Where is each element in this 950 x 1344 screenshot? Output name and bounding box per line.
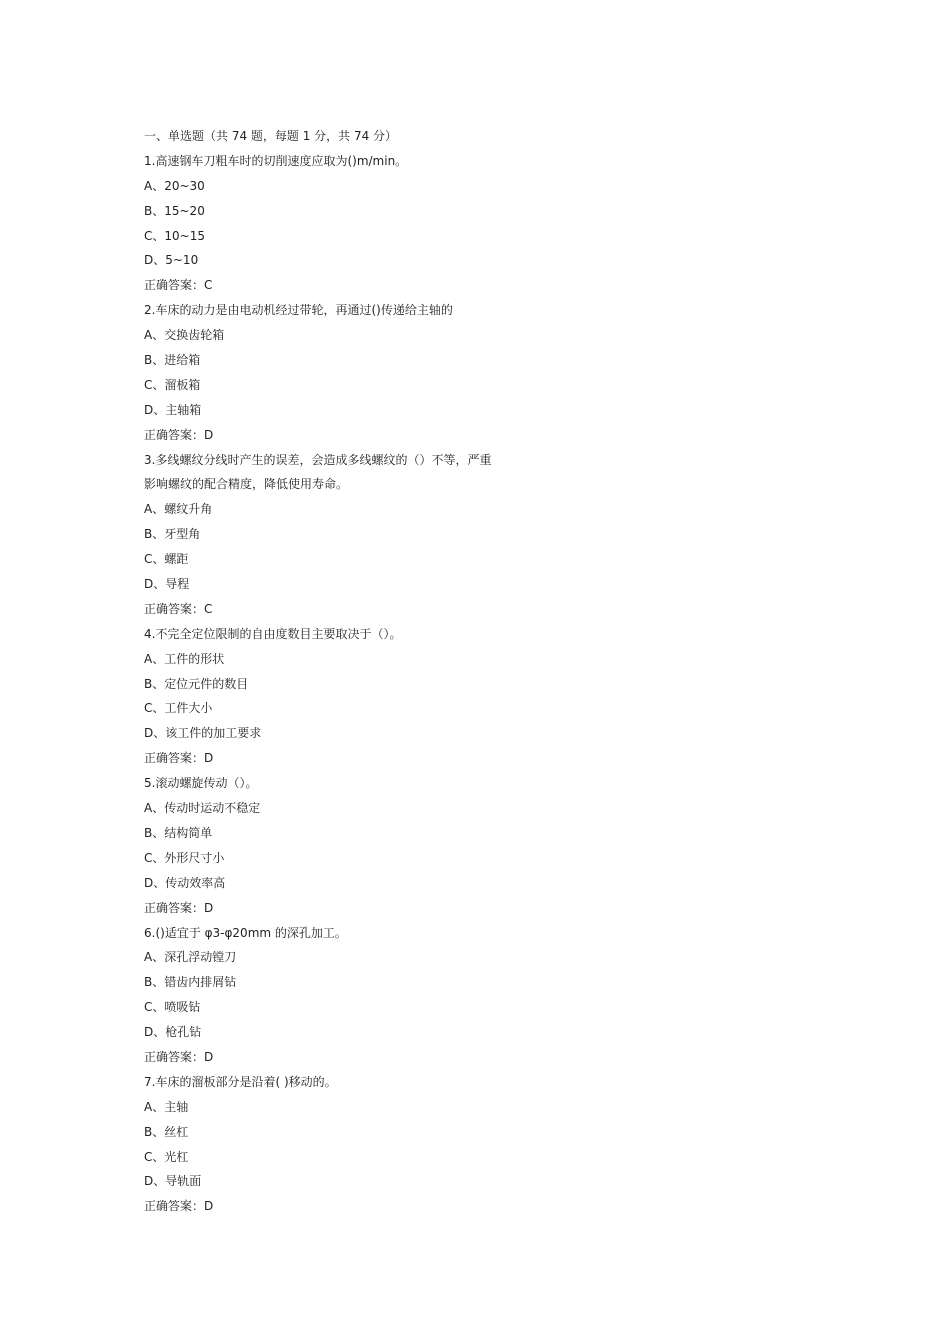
option-c: C、喷吸钻 [144, 1000, 201, 1015]
option-c: C、螺距 [144, 552, 189, 567]
question-4 [144, 622, 524, 771]
document-page [144, 124, 524, 1219]
question-6 [144, 921, 524, 1070]
option-b: B、结构简单 [144, 825, 213, 840]
correct-answer: 正确答案：D [144, 751, 214, 766]
question-stem: 2.车床的动力是由电动机经过带轮，再通过()传递给主轴的 [144, 303, 453, 318]
option-a: A、传动时运动不稳定 [144, 801, 261, 816]
option-c: C、溜板箱 [144, 377, 201, 392]
correct-answer: 正确答案：D [144, 900, 214, 915]
section-title: 一、单选题（共 74 题，每题 1 分，共 74 分） [144, 129, 398, 143]
option-d: D、传动效率高 [144, 875, 226, 890]
correct-answer: 正确答案：C [144, 278, 213, 293]
correct-answer: 正确答案：D [144, 1199, 214, 1214]
question-7 [144, 1070, 524, 1219]
option-a: A、20~30 [144, 178, 205, 193]
correct-answer: 正确答案：C [144, 601, 213, 616]
option-b: B、进给箱 [144, 353, 201, 368]
option-d: D、导程 [144, 577, 190, 592]
option-a: A、螺纹升角 [144, 502, 213, 517]
question-stem: 1.高速钢车刀粗车时的切削速度应取为()m/min。 [144, 153, 408, 168]
option-b: B、丝杠 [144, 1124, 189, 1139]
option-a: A、深孔浮动镗刀 [144, 950, 237, 965]
option-d: D、5~10 [144, 253, 199, 268]
option-d: D、该工件的加工要求 [144, 726, 262, 741]
option-d: D、枪孔钻 [144, 1025, 202, 1040]
option-a: A、交换齿轮箱 [144, 328, 225, 343]
option-a: A、主轴 [144, 1099, 189, 1114]
option-d: D、导轨面 [144, 1174, 202, 1189]
question-stem: 3.多线螺纹分线时产生的误差，会造成多线螺纹的（）不等，严重 [144, 452, 492, 467]
option-b: B、错齿内排屑钻 [144, 975, 237, 990]
correct-answer: 正确答案：D [144, 1049, 214, 1064]
option-a: A、工件的形状 [144, 651, 225, 666]
question-stem: 5.滚动螺旋传动（）。 [144, 776, 258, 791]
option-d: D、主轴箱 [144, 402, 202, 417]
option-b: B、定位元件的数目 [144, 676, 249, 691]
option-c: C、光杠 [144, 1149, 189, 1164]
question-1 [144, 149, 524, 298]
question-stem-continued: 影响螺纹的配合精度，降低使用寿命。 [144, 477, 349, 492]
question-stem: 6.()适宜于 φ3-φ20mm 的深孔加工。 [144, 925, 347, 940]
option-b: B、牙型角 [144, 527, 201, 542]
question-stem: 4.不完全定位限制的自由度数目主要取决于（）。 [144, 626, 402, 641]
option-c: C、外形尺寸小 [144, 850, 225, 865]
question-5 [144, 771, 524, 920]
question-3 [144, 448, 524, 622]
option-c: C、10~15 [144, 228, 205, 243]
question-stem: 7.车床的溜板部分是沿着( )移动的。 [144, 1074, 337, 1089]
option-b: B、15~20 [144, 203, 205, 218]
correct-answer: 正确答案：D [144, 427, 214, 442]
question-2 [144, 298, 524, 447]
option-c: C、工件大小 [144, 701, 213, 716]
